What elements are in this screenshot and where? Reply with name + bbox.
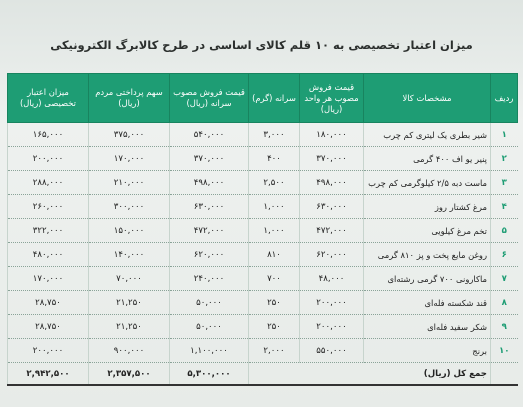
cell-unit-price: ۶۲۰,۰۰۰: [300, 243, 364, 267]
cell-per-capita: ۴۰۰: [249, 147, 300, 171]
cell-per-capita-price: ۵۰,۰۰۰: [170, 315, 249, 339]
table-row: [8, 123, 518, 147]
table-row: [8, 147, 518, 171]
header-spec: مشخصات کالا: [364, 74, 491, 123]
cell-per-capita-price: ۵۴۰,۰۰۰: [170, 123, 249, 147]
cell-spec: ماکارونی ۷۰۰ گرمی رشته‌ای: [364, 267, 491, 291]
table-row: [8, 195, 518, 219]
cell-allocated: ۳۲۲,۰۰۰: [8, 219, 89, 243]
cell-row-number: ۲: [491, 147, 518, 171]
cell-per-capita: ۳,۰۰۰: [249, 123, 300, 147]
cell-spec: پنیر یو اف ۴۰۰ گرمی: [364, 147, 491, 171]
cell-people-share: ۲۱۰,۰۰۰: [89, 171, 170, 195]
table-row: [8, 219, 518, 243]
cell-people-share: ۱۷۰,۰۰۰: [89, 147, 170, 171]
cell-spec: تخم مرغ کیلویی: [364, 219, 491, 243]
cell-per-capita: ۲۵۰: [249, 291, 300, 315]
table-row: [8, 339, 518, 363]
cell-row-number: ۱: [491, 123, 518, 147]
header-allocated: میزان اعتبار تخصیصی (ریال): [8, 74, 89, 123]
cell-unit-price: ۴۷۲,۰۰۰: [300, 219, 364, 243]
table-row: [8, 267, 518, 291]
document-title: میزان اعتبار تخصیصی به ۱۰ قلم کالای اساسی در طرح کالابرگ الکترونیکی: [50, 38, 473, 52]
cell-per-capita-price: ۶۲۰,۰۰۰: [170, 243, 249, 267]
cell-unit-price: ۵۵۰,۰۰۰: [300, 339, 364, 363]
cell-unit-price: ۳۷۰,۰۰۰: [300, 147, 364, 171]
table-row: [8, 315, 518, 339]
cell-people-share: ۲۱,۲۵۰: [89, 291, 170, 315]
cell-row-number: ۳: [491, 171, 518, 195]
cell-row-number: ۱۰: [491, 339, 518, 363]
cell-people-share: ۹۰۰,۰۰۰: [89, 339, 170, 363]
header-per-capita-price: قیمت فروش مصوب سرانه (ریال): [170, 74, 249, 123]
cell-per-capita-price: ۲۴۰,۰۰۰: [170, 267, 249, 291]
cell-unit-price: ۲۰۰,۰۰۰: [300, 291, 364, 315]
header-per-capita: سرانه (گرم): [249, 74, 300, 123]
cell-spec: روغن مایع پخت و پز ۸۱۰ گرمی: [364, 243, 491, 267]
cell-allocated: ۱۷۰,۰۰۰: [8, 267, 89, 291]
cell-people-share: ۲۱,۲۵۰: [89, 315, 170, 339]
header-people-share: سهم پرداختی مردم (ریال): [89, 74, 170, 123]
cell-per-capita-price: ۶۳۰,۰۰۰: [170, 195, 249, 219]
cell-per-capita-price: ۳۷۰,۰۰۰: [170, 147, 249, 171]
cell-per-capita-price: ۴۹۸,۰۰۰: [170, 171, 249, 195]
cell-people-share: ۱۵۰,۰۰۰: [89, 219, 170, 243]
total-allocated: ۲,۹۴۲,۵۰۰: [8, 363, 89, 386]
cell-unit-price: ۶۳۰,۰۰۰: [300, 195, 364, 219]
cell-per-capita-price: ۱,۱۰۰,۰۰۰: [170, 339, 249, 363]
cell-row-number: ۶: [491, 243, 518, 267]
table-header-row: [8, 74, 518, 123]
total-per-capita-price: ۵,۳۰۰,۰۰۰: [170, 363, 249, 386]
table-row: [8, 291, 518, 315]
header-unit-price: قیمت فروش مصوب هر واحد (ریال): [300, 74, 364, 123]
cell-people-share: ۱۴۰,۰۰۰: [89, 243, 170, 267]
cell-per-capita-price: ۴۷۲,۰۰۰: [170, 219, 249, 243]
allocation-table: [7, 73, 518, 386]
cell-unit-price: ۴۸,۰۰۰: [300, 267, 364, 291]
cell-row-number: ۵: [491, 219, 518, 243]
cell-allocated: ۲۸۸,۰۰۰: [8, 171, 89, 195]
cell-unit-price: ۱۸۰,۰۰۰: [300, 123, 364, 147]
cell-allocated: ۱۶۵,۰۰۰: [8, 123, 89, 147]
cell-per-capita: ۸۱۰: [249, 243, 300, 267]
cell-allocated: ۲۰۰,۰۰۰: [8, 147, 89, 171]
table-row: [8, 171, 518, 195]
cell-per-capita: ۲۵۰: [249, 315, 300, 339]
cell-spec: شیر بطری یک لیتری کم چرب: [364, 123, 491, 147]
cell-per-capita: ۱,۰۰۰: [249, 219, 300, 243]
cell-row-number: ۷: [491, 267, 518, 291]
total-label: جمع کل (ریال): [249, 363, 491, 386]
cell-spec: برنج: [364, 339, 491, 363]
cell-unit-price: ۴۹۸,۰۰۰: [300, 171, 364, 195]
cell-people-share: ۷۰,۰۰۰: [89, 267, 170, 291]
cell-row-number: ۹: [491, 315, 518, 339]
cell-allocated: ۲۰۰,۰۰۰: [8, 339, 89, 363]
cell-spec: شکر سفید فله‌ای: [364, 315, 491, 339]
total-people-share: ۲,۳۵۷,۵۰۰: [89, 363, 170, 386]
cell-spec: قند شکسته فله‌ای: [364, 291, 491, 315]
total-spacer: [491, 363, 518, 386]
cell-allocated: ۲۸,۷۵۰: [8, 291, 89, 315]
cell-allocated: ۴۸۰,۰۰۰: [8, 243, 89, 267]
header-row-number: ردیف: [491, 74, 518, 123]
cell-row-number: ۴: [491, 195, 518, 219]
cell-unit-price: ۲۰۰,۰۰۰: [300, 315, 364, 339]
cell-spec: ماست دبه ۲/۵ کیلوگرمی کم چرب: [364, 171, 491, 195]
total-row: [8, 363, 518, 386]
table-row: [8, 243, 518, 267]
cell-allocated: ۲۶۰,۰۰۰: [8, 195, 89, 219]
cell-row-number: ۸: [491, 291, 518, 315]
cell-per-capita: ۷۰۰: [249, 267, 300, 291]
cell-people-share: ۳۷۵,۰۰۰: [89, 123, 170, 147]
cell-allocated: ۲۸,۷۵۰: [8, 315, 89, 339]
cell-per-capita-price: ۵۰,۰۰۰: [170, 291, 249, 315]
cell-spec: مرغ کشتار روز: [364, 195, 491, 219]
cell-per-capita: ۲,۵۰۰: [249, 171, 300, 195]
cell-people-share: ۳۰۰,۰۰۰: [89, 195, 170, 219]
cell-per-capita: ۱,۰۰۰: [249, 195, 300, 219]
cell-per-capita: ۲,۰۰۰: [249, 339, 300, 363]
